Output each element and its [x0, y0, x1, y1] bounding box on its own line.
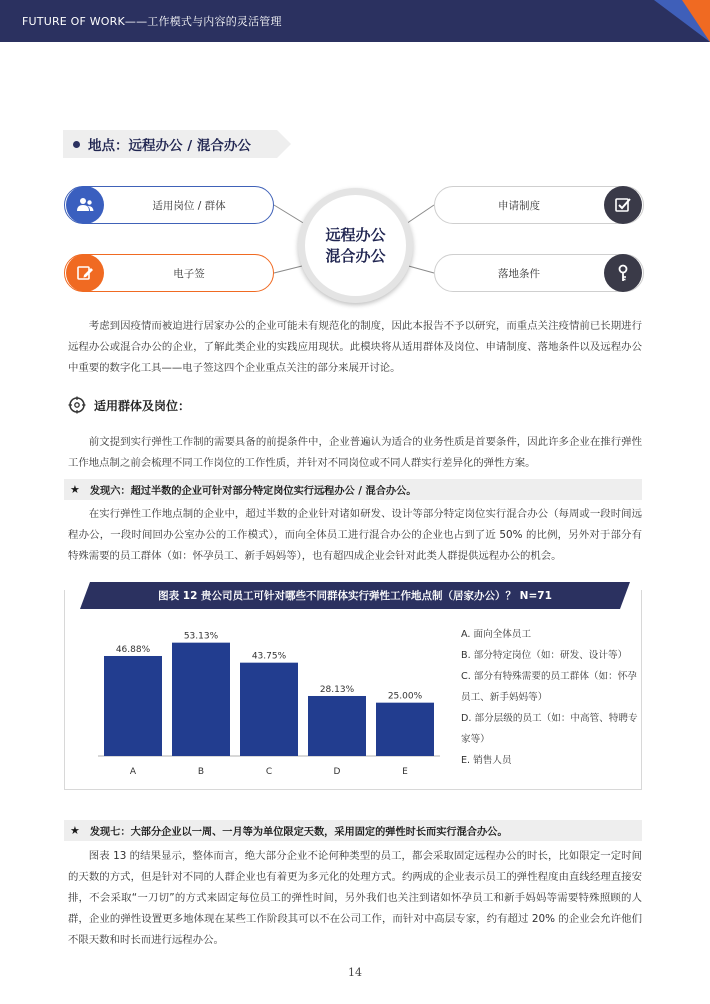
data-label-a: 46.88%	[115, 644, 151, 655]
category-label-c: C	[265, 767, 273, 777]
paragraph-finding-seven: 图表 13 的结果显示，整体而言，绝大部分企业不论何种类型的员工，都会采取固定远程办公的时长，比如限定一定时间的天数的方式，但是针对不同的人群企业也有着更为多元化的处理方式。约两成的企业表示员工的弹性程度由直线经理直接安排，不会采取“一刀切”的方式来固定每位员工的弹性时间，另外我们也关注到诸如怀孕员工和新手妈妈等需要特殊照顾的人群，企业的弹性设置更多地体现在某些工作阶段其可以不在公司工作，而针对中高层专家，约有超过 20% 的企业会允许他们不限天数和时长而进行远程办公。	[68, 850, 642, 946]
category-label-a: A	[129, 767, 137, 777]
checklist-icon	[604, 186, 642, 224]
data-label-d: 28.13%	[319, 684, 355, 695]
star-icon: ★	[70, 483, 80, 496]
paragraph-prerequisites: 前文提到实行弹性工作制的需要具备的前提条件中，企业普遍认为适合的业务性质是首要条件，因此许多企业在推行弹性工作地点制之前会梳理不同工作岗位的工作性质，并针对不同岗位或不同人群实行差异化的弹性方案。	[68, 436, 642, 469]
data-label-e: 25.00%	[387, 691, 423, 702]
category-label-b: B	[197, 767, 205, 777]
diagram-node-label: 适用岗位 / 群体	[152, 199, 226, 212]
legend-item-c: C. 部分有特殊需要的员工群体（如：怀孕员工、新手妈妈等）	[461, 671, 637, 703]
intro-paragraph: 考虑到因疫情而被迫进行居家办公的企业可能未有规范化的制度，因此本报告不予以研究，而重点关注疫情前已长期进行远程办公或混合办公的企业，了解此类企业的实践应用现状。此模块将从适用群体及岗位、申请制度、落地条件以及远程办公中重要的数字化工具——电子签这四个企业重点关注的部分来展开讨论。	[68, 320, 642, 374]
center-label-line2: 混合办公	[325, 246, 386, 265]
diagram-node-label: 电子签	[173, 267, 205, 280]
finding-seven-text: 发现七：大部分企业以一周、一月等为单位限定天数，采用固定的弹性时长而实行混合办公。	[89, 827, 508, 838]
legend-item-b: B. 部分特定岗位（如：研发、设计等）	[461, 650, 628, 661]
section-title: 地点：远程办公 / 混合办公	[88, 138, 251, 154]
legend-item-e: E. 销售人员	[461, 755, 512, 766]
finding-six-text: 发现六：超过半数的企业可针对部分特定岗位实行远程办公 / 混合办公。	[89, 486, 417, 497]
subheading: 适用群体及岗位：	[94, 398, 191, 413]
star-icon: ★	[70, 824, 80, 837]
legend-item-d: D. 部分层级的员工（如：中高管、特聘专家等）	[461, 713, 638, 745]
subheading-row	[68, 396, 190, 414]
bar-e	[376, 703, 434, 756]
key-icon	[604, 254, 642, 292]
sign-pen-icon	[66, 254, 104, 292]
chart-legend	[461, 624, 641, 771]
finding-seven	[64, 820, 642, 841]
legend-item-a: A. 面向全体员工	[461, 629, 532, 640]
page-number: 14	[348, 966, 362, 979]
center-label-line1: 远程办公	[325, 225, 386, 244]
data-label-c: 43.75%	[251, 651, 287, 662]
bar-a	[104, 656, 162, 756]
bar-c	[240, 663, 298, 756]
finding-six	[64, 479, 642, 500]
diagram-node-label: 申请制度	[498, 199, 540, 212]
data-label-b: 53.13%	[183, 631, 219, 642]
target-icon	[68, 396, 86, 414]
category-label-e: E	[402, 767, 408, 777]
bar-b	[172, 643, 230, 756]
diagram-node-label: 落地条件	[498, 267, 540, 280]
header-title: FUTURE OF WORK——工作模式与内容的灵活管理	[22, 15, 282, 28]
bar-chart	[90, 620, 440, 780]
people-icon	[66, 186, 104, 224]
diagram-center	[298, 188, 413, 303]
chart-title: 图表 12 贵公司员工可针对哪些不同群体实行弹性工作地点制（居家办公）？ N=71	[90, 582, 620, 609]
category-label-d: D	[333, 767, 341, 777]
paragraph-finding-six: 在实行弹性工作地点制的企业中，超过半数的企业针对诸如研发、设计等部分特定岗位实行混合办公（每周或一段时间远程办公，一段时间回办公室办公的工作模式），而向全体员工进行混合办公的企业也占到了近 50% 的比例，另外对于部分有特殊需要的员工群体（如：怀孕员工、新手妈妈等），也有超四成企业会针对此类人群提供远程办公的机会。	[68, 508, 642, 562]
bar-d	[308, 696, 366, 756]
